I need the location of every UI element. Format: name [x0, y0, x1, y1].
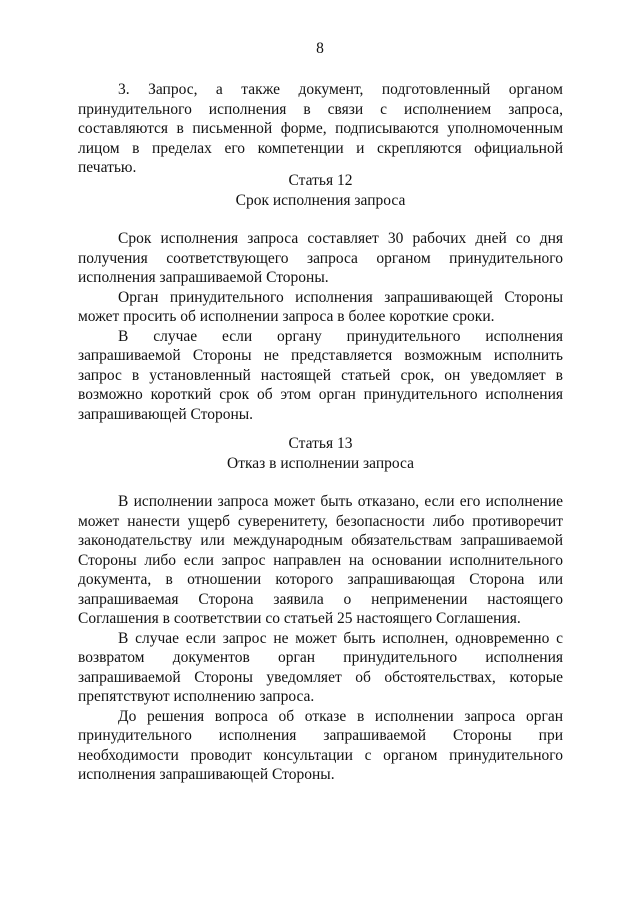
article-number: Статья 13	[288, 435, 353, 452]
intro-section	[78, 80, 563, 178]
article-paragraph: Орган принудительного исполнения запрашивающей Стороны может просить об исполнении запроса в более короткие сроки.	[78, 288, 563, 325]
article-paragraph: В случае если органу принудительного исполнения запрашиваемой Стороны не представляется возможным исполнить запрос в установленный настоящей статьей срок, он уведомляет в возможно короткий срок об этом орган принудительного исполнения запрашивающей Стороны.	[78, 327, 563, 423]
article-13	[78, 434, 563, 785]
article-paragraph: До решения вопроса об отказе в исполнении запроса орган принудительного исполнения запрашиваемой Стороны при необходимости проводит консультации с органом принудительного исполнения запрашивающей Стороны.	[78, 707, 563, 783]
article-title: Срок исполнения запроса	[235, 191, 406, 209]
intro-paragraph: 3. Запрос, а также документ, подготовленный органом принудительного исполнения в связи с исполнением запроса, составляются в письменной форме, подписываются уполномоченным лицом в пределах его компетенции и скрепляются официальной печатью.	[78, 81, 563, 176]
article-paragraph: Срок исполнения запроса составляет 30 рабочих дней со дня получения соответствующего запроса органом принудительного исполнения запрашиваемой Стороны.	[78, 230, 563, 286]
article-number: Статья 12	[288, 172, 353, 189]
article-paragraph: В случае если запрос не может быть исполнен, одновременно с возвратом документов орган принудительного исполнения запрашиваемой Стороны уведомляет об обстоятельствах, которые препятствуют исполнению запроса.	[78, 629, 563, 705]
article-12	[78, 171, 563, 424]
page-number: 8	[316, 40, 324, 57]
article-paragraph: В исполнении запроса может быть отказано, если его исполнение может нанести ущерб суверенитету, безопасности либо противоречит законодательству или международным обязательствам запрашиваемой Стороны либо если запрос направлен на основании исполнительного документа, в отношении которого запрашивающая Сторона или запрашиваемая Сторона заявила о неприменении настоящего Соглашения в соответствии со статьей 25 настоящего Соглашения.	[78, 493, 563, 627]
article-title: Отказ в исполнении запроса	[227, 454, 414, 472]
